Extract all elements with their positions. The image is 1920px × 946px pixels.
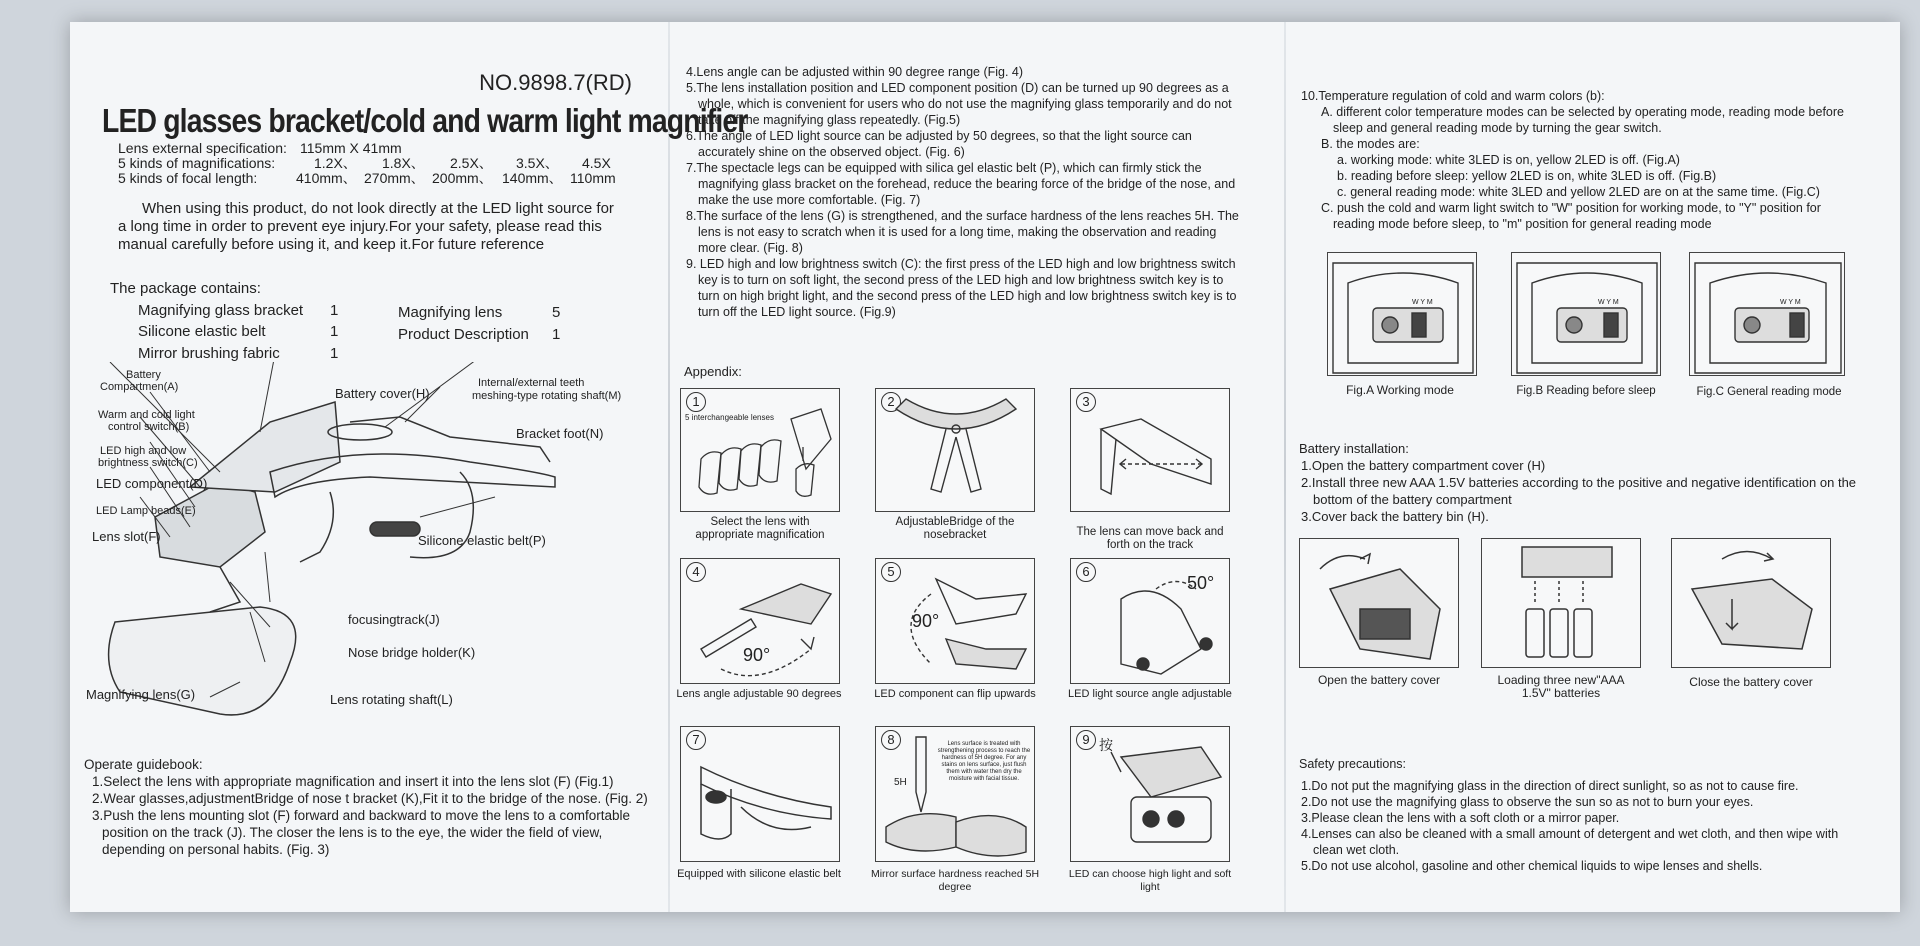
temperature-item: B. the modes are: [1321, 137, 1420, 151]
fig-1-caption: Select the lens with appropriate magnification [695, 516, 825, 541]
operate-guide [84, 756, 654, 858]
battery-load-caption: Loading three new"AAA 1.5V" batteries [1497, 673, 1625, 700]
temperature-title: 10.Temperature regulation of cold and warm colors (b): [1301, 89, 1605, 103]
package-item-qty: 1 [330, 345, 339, 362]
fig-9-caption: LED can choose high light and soft light [1068, 868, 1232, 893]
fig-9 [1070, 726, 1230, 862]
temperature-item: c. general reading mode: white 3LED and yellow 2LED are on at the same time. (Fig.C) [1337, 185, 1820, 199]
battery-open-drawing [1300, 539, 1459, 668]
label-nose-bridge: Nose bridge holder(K) [348, 645, 476, 660]
fig-6-caption: LED light source angle adjustable [1068, 688, 1232, 700]
fig-9-drawing [1071, 727, 1230, 862]
label-warm-cold-2: control switch(B) [108, 421, 190, 433]
fig-1-drawing [681, 389, 840, 512]
battery-load-drawing [1482, 539, 1641, 668]
package-item-qty: 1 [330, 323, 339, 340]
fig-8 [875, 726, 1035, 862]
fig-6-drawing [1071, 559, 1230, 684]
label-battery-compartment-2: Compartmen(A) [100, 381, 179, 393]
guide-item: 1.Select the lens with appropriate magnification and insert it into the lens slot (F) (Fig.1) [92, 774, 614, 789]
fig-7-drawing [681, 727, 840, 862]
fig-b [1511, 252, 1661, 376]
instruction-sheet [70, 22, 1900, 912]
safety-item: 2.Do not use the magnifying glass to observe the sun so as not to burn your eyes. [1301, 795, 1754, 809]
guide-item: 3.Push the lens mounting slot (F) forward and backward to move the lens to a comfortable position on the track (J). The closer the lens is to the eye, the wider the field of view, depending on personal habits. (Fig. 3) [92, 808, 631, 857]
fig-8-hardness: 5H [894, 777, 907, 788]
fig-5-drawing [876, 559, 1035, 684]
intro-paragraph: When using this product, do not look directly at the LED light source for a long time in order to prevent eye injury.For your safety, please read this manual carefully before using it, and keep it.For future reference [118, 200, 614, 253]
label-led-hl-1: LED high and low [100, 445, 187, 457]
battery-item: 2.Install three new AAA 1.5V batteries according to the positive and negative identification on the bottom of the battery compartment [1301, 475, 1857, 507]
feature-item: 4.Lens angle can be adjusted within 90 degree range (Fig. 4) [686, 65, 1024, 79]
label-led-hl-2: brightness switch(C) [98, 457, 198, 469]
spec-focal-value: 110mm [570, 170, 616, 186]
label-battery-compartment-1: Battery [126, 369, 161, 381]
fig-2-drawing [876, 389, 1035, 512]
fig-number: 1 [686, 392, 706, 412]
spec-focal-value: 270mm、 [364, 170, 425, 186]
fig-c-switch: W Y M [1780, 299, 1801, 306]
spec-magnifications [118, 156, 611, 171]
spec-external-label: Lens external specification: [118, 140, 287, 156]
label-lens-slot: Lens slot(F) [92, 529, 161, 544]
fig-3 [1070, 388, 1230, 512]
panel-middle [670, 22, 1285, 912]
fig-1-inner-label: 5 interchangeable lenses [685, 413, 774, 422]
fig-4-caption: Lens angle adjustable 90 degrees [676, 688, 842, 700]
guide-title: Operate guidebook: [84, 757, 203, 772]
battery-fig-open [1299, 538, 1459, 668]
fig-number: 9 [1076, 730, 1096, 750]
safety-item: 5.Do not use alcohol, gasoline and other chemical liquids to wipe lenses and shells. [1301, 859, 1763, 873]
label-magnifying-lens: Magnifying lens(G) [86, 687, 196, 702]
feature-item: 5.The lens installation position and LED component position (D) can be turned up 90 degrees as a whole, which is convenient for users who do not use the magnifying glass temporarily and do not take off the magnifying glass repeatedly. (Fig.5) [686, 81, 1232, 127]
fig-8-caption: Mirror surface hardness reached 5H degree [870, 868, 1040, 893]
package-item [138, 323, 338, 340]
fig-4-angle: 90° [743, 645, 771, 665]
fig-2-caption: AdjustableBridge of the nosebracket [895, 516, 1015, 541]
spec-focal-label: 5 kinds of focal length: [118, 170, 258, 186]
battery-open-caption: Open the battery cover [1317, 673, 1441, 687]
label-teeth-1: Internal/external teeth [478, 377, 585, 389]
fig-a [1327, 252, 1477, 376]
fig-7 [680, 726, 840, 862]
package-item-qty: 1 [552, 326, 561, 343]
fig-5-angle: 90° [912, 611, 940, 631]
battery-fig-load [1481, 538, 1641, 668]
fig-number: 8 [881, 730, 901, 750]
temperature-item: C. push the cold and warm light switch to "W" position for working mode, to "Y" position for reading mode before sleep, to "m" position for general reading mode [1321, 201, 1821, 231]
feature-item: 7.The spectacle legs can be equipped with silica gel elastic belt (P), which can firmly stick the magnifying glass bracket on the forehead, reduce the bearing force of the bridge of the nose, and make the use more comfortable. (Fig. 7) [686, 161, 1236, 207]
feature-list [684, 64, 1244, 320]
spec-mag-value: 4.5X [582, 155, 611, 171]
spec-focal-value: 410mm、 [296, 170, 357, 186]
fig-6 [1070, 558, 1230, 684]
label-led-component: LED component(D) [96, 476, 208, 491]
fig-c [1689, 252, 1845, 376]
feature-item: 8.The surface of the lens (G) is strengthened, and the surface hardness of the lens reaches 5H. The lens is not easy to scratch when it is used for a long time, making the observation and reading more clear. (Fig. 8) [686, 209, 1239, 255]
fig-number: 7 [686, 730, 706, 750]
feature-item: 9. LED high and low brightness switch (C): the first press of the LED high and low brightness switch key is to turn on soft light, the second press of the LED high and low brightness switch key is to turn on high bright light, and the second press of the LED high and low brightness switch key is to turn off the LED light source. (Fig.9) [686, 257, 1237, 319]
fig-a-caption: Fig.A Working mode [1346, 383, 1454, 397]
package-item-name: Magnifying lens [398, 304, 503, 321]
temperature-item: b. reading before sleep: yellow 2LED is on, white 3LED is off. (Fig.B) [1337, 169, 1717, 183]
package-item-name: Product Description [398, 326, 529, 343]
label-rotating-shaft: Lens rotating shaft(L) [330, 692, 453, 707]
package-item-qty: 5 [552, 304, 561, 321]
fig-6-angle: 50° [1187, 573, 1215, 593]
spec-focal [118, 171, 616, 186]
battery-title: Battery installation: [1299, 441, 1409, 456]
fig-4-drawing [681, 559, 840, 684]
spec-focal-value: 140mm、 [502, 170, 563, 186]
safety-item: 1.Do not put the magnifying glass in the direction of direct sunlight, so as not to cause fire. [1301, 779, 1799, 793]
fig-number: 4 [686, 562, 706, 582]
package-title: The package contains: [110, 280, 261, 297]
label-silicone-belt: Silicone elastic belt(P) [418, 533, 546, 548]
battery-close-caption: Close the battery cover [1689, 675, 1813, 689]
label-warm-cold-1: Warm and cold light [98, 409, 195, 421]
fig-number: 6 [1076, 562, 1096, 582]
package-item [138, 345, 338, 362]
model-number: NO.9898.7(RD) [479, 70, 632, 95]
panel-right [1285, 22, 1900, 912]
fig-5 [875, 558, 1035, 684]
guide-item: 2.Wear glasses,adjustmentBridge of nose t bracket (K),Fit it to the bridge of the nose. (Fig. 2) [92, 791, 648, 806]
feature-item: 6.The angle of LED light source can be adjusted by 50 degrees, so that the light source can accurately shine on the observed object. (Fig. 6) [686, 129, 1192, 159]
package-item-name: Silicone elastic belt [138, 323, 266, 340]
spec-mag-value: 3.5X、 [516, 155, 559, 171]
fig-number: 5 [881, 562, 901, 582]
battery-item: 3.Cover back the battery bin (H). [1301, 509, 1489, 524]
fig-b-drawing [1512, 253, 1661, 376]
fig-5-caption: LED component can flip upwards [874, 688, 1036, 700]
fig-8-drawing [876, 727, 1035, 862]
fig-7-caption: Equipped with silicone elastic belt [677, 868, 841, 880]
spec-mag-value: 1.2X、 [314, 155, 357, 171]
fig-4 [680, 558, 840, 684]
temperature-section [1299, 88, 1859, 232]
fig-2 [875, 388, 1035, 512]
package-item [398, 304, 560, 321]
safety-item: 3.Please clean the lens with a soft cloth or a mirror paper. [1301, 811, 1620, 825]
fig-a-switch: W Y M [1412, 299, 1433, 306]
battery-section [1299, 440, 1864, 525]
label-teeth-2: meshing-type rotating shaft(M) [472, 390, 622, 402]
battery-close-drawing [1672, 539, 1831, 668]
safety-item: 4.Lenses can also be cleaned with a small amount of detergent and wet cloth, and then wipe with clean wet cloth. [1301, 827, 1839, 857]
label-led-beads: LED Lamp beads(E) [96, 505, 196, 517]
label-battery-cover: Battery cover(H) [335, 386, 430, 401]
spec-external [118, 141, 402, 156]
fig-b-switch: W Y M [1598, 299, 1619, 306]
package-item-name: Mirror brushing fabric [138, 345, 280, 362]
fig-number: 3 [1076, 392, 1096, 412]
package-item [398, 326, 560, 343]
label-bracket-foot: Bracket foot(N) [516, 426, 604, 441]
spec-external-value: 115mm X 41mm [300, 140, 402, 156]
battery-item: 1.Open the battery compartment cover (H) [1301, 458, 1546, 473]
safety-title: Safety precautions: [1299, 757, 1407, 771]
fig-number: 2 [881, 392, 901, 412]
appendix-title: Appendix: [684, 364, 742, 379]
fig-c-drawing [1690, 253, 1845, 376]
temperature-item: a. working mode: white 3LED is on, yellow 2LED is off. (Fig.A) [1337, 153, 1680, 167]
fig-c-caption: Fig.C General reading mode [1696, 386, 1842, 398]
fig-8-inner-text: Lens surface is treated with strengthening process to reach the hardness of 5H degree. For any stains on lens surface, just flush them with water then dry the moisture with facial tissue. [937, 741, 1031, 782]
fig-9-inner: 按 [1099, 737, 1113, 753]
package-item [138, 302, 338, 319]
battery-fig-close [1671, 538, 1831, 668]
temperature-item: A. different color temperature modes can be selected by operating mode, reading mode before sleep and general reading mode by turning the gear switch. [1321, 105, 1844, 135]
label-focusing-track: focusingtrack(J) [348, 612, 440, 627]
fig-3-drawing [1071, 389, 1230, 512]
safety-section [1299, 756, 1869, 874]
package-item-name: Magnifying glass bracket [138, 302, 304, 319]
fig-1 [680, 388, 840, 512]
package-item-qty: 1 [330, 302, 339, 319]
fig-a-drawing [1328, 253, 1477, 376]
spec-mag-label: 5 kinds of magnifications: [118, 155, 276, 171]
spec-mag-value: 2.5X、 [450, 155, 493, 171]
fig-b-caption: Fig.B Reading before sleep [1516, 385, 1656, 397]
spec-mag-value: 1.8X、 [382, 155, 425, 171]
page-title: LED glasses bracket/cold and warm light magnifier [102, 102, 748, 139]
spec-focal-value: 200mm、 [432, 170, 493, 186]
fig-3-caption: The lens can move back and forth on the track [1076, 526, 1224, 551]
